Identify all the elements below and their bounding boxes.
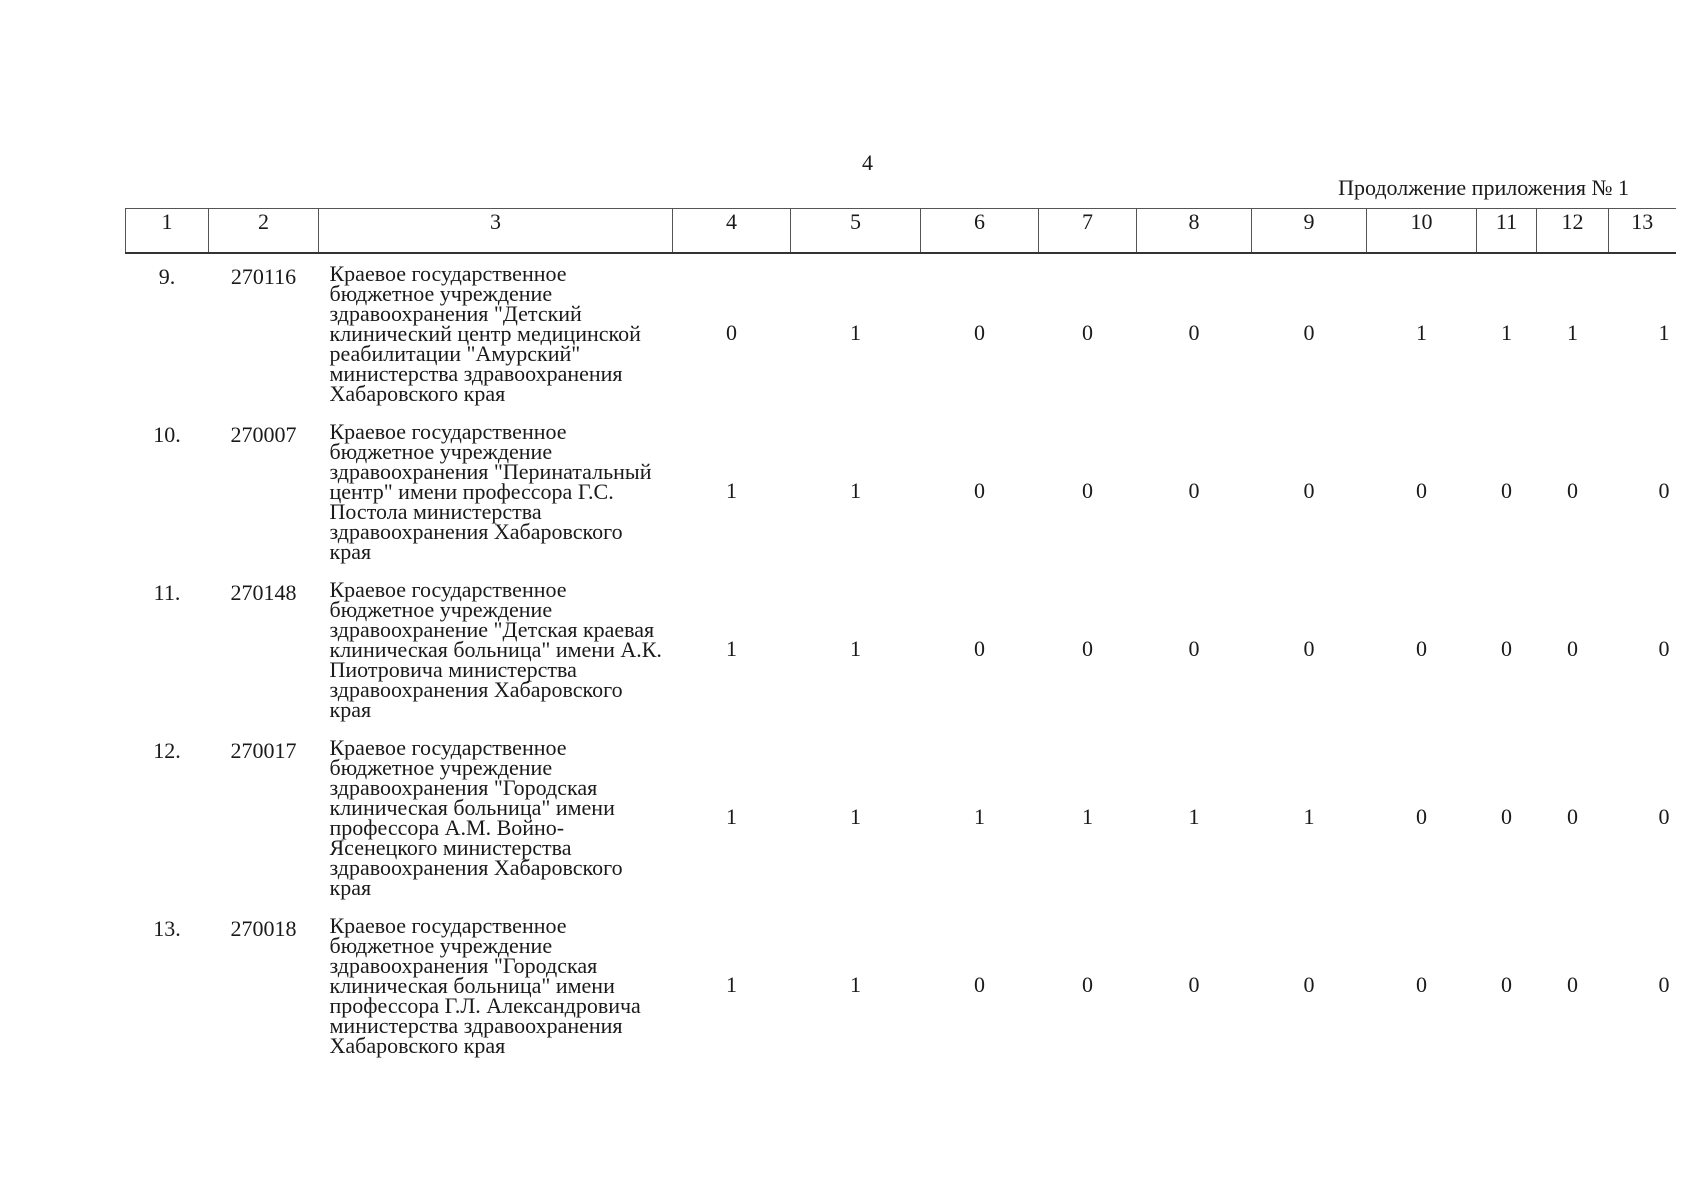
table-row	[126, 906, 1676, 1064]
row-number: 13.	[153, 916, 181, 941]
row-value: 0	[974, 478, 985, 503]
column-header: 7	[1039, 209, 1137, 254]
column-header: 3	[319, 209, 673, 254]
row-code: 270007	[230, 422, 297, 447]
row-value: 0	[1082, 636, 1093, 661]
column-header: 8	[1137, 209, 1252, 254]
column-header: 4	[673, 209, 791, 254]
row-value: 0	[1416, 478, 1427, 503]
row-value: 1	[1658, 320, 1670, 345]
header-row	[126, 209, 1676, 254]
row-name: Краевое государственное бюджетное учреждение здравоохранения "Перинатальный центр" имени профессора Г.С. Постола министерства здравоохранения Хабаровского края	[329, 419, 652, 564]
row-value: 1	[726, 804, 737, 829]
column-header: 2	[209, 209, 319, 254]
row-value: 0	[1416, 636, 1427, 661]
row-value: 0	[974, 972, 985, 997]
row-value: 0	[1416, 804, 1427, 829]
table-row	[126, 412, 1676, 570]
row-value: 0	[1188, 320, 1200, 345]
row-value: 0	[974, 636, 985, 661]
row-code: 270116	[230, 264, 297, 289]
row-value: 0	[1501, 804, 1512, 829]
column-header: 1	[126, 209, 209, 254]
row-number: 9.	[158, 264, 176, 289]
row-value: 0	[1567, 804, 1578, 829]
row-name: Краевое государственное бюджетное учреждение здравоохранения "Детский клинический центр медицинской реабилитации "Амурский" министерства здравоохранения Хабаровского края	[329, 261, 641, 406]
row-value: 1	[1501, 320, 1512, 345]
row-value: 0	[1188, 636, 1200, 661]
column-header: 10	[1367, 209, 1477, 254]
row-value: 1	[726, 636, 737, 661]
row-code: 270017	[230, 738, 297, 763]
row-value: 0	[1303, 478, 1315, 503]
row-code: 270148	[230, 580, 297, 605]
row-value: 0	[1567, 972, 1578, 997]
row-value: 1	[726, 972, 737, 997]
row-value: 0	[1501, 478, 1512, 503]
column-header: 5	[791, 209, 921, 254]
row-value: 0	[1082, 972, 1093, 997]
continuation-label: Продолжение приложения № 1	[1338, 175, 1629, 200]
row-value: 1	[1416, 320, 1427, 345]
row-value: 0	[1658, 636, 1670, 661]
row-number: 10.	[153, 422, 181, 447]
row-code: 270018	[230, 916, 297, 941]
row-value: 1	[1567, 320, 1578, 345]
row-value: 0	[1501, 972, 1512, 997]
row-value: 0	[1567, 636, 1578, 661]
row-name: Краевое государственное бюджетное учреждение здравоохранения "Городская клиническая больница" имени профессора Г.Л. Александровича министерства здравоохранения Хабаровского края	[329, 913, 641, 1058]
row-value: 0	[726, 320, 737, 345]
row-value: 0	[1658, 478, 1670, 503]
data-table	[125, 208, 1676, 1064]
column-header: 9	[1252, 209, 1367, 254]
column-header: 13	[1609, 209, 1676, 254]
column-header: 11	[1477, 209, 1537, 254]
row-name: Краевое государственное бюджетное учреждение здравоохранение "Детская краевая клиническая больница" имени А.К. Пиотровича министерства здравоохранения Хабаровского края	[329, 577, 662, 722]
row-name: Краевое государственное бюджетное учреждение здравоохранения "Городская клиническая больница" имени профессора А.М. Войно-Ясенецкого министерства здравоохранения Хабаровского края	[329, 735, 623, 900]
row-value: 0	[1658, 804, 1670, 829]
row-value: 0	[1303, 320, 1315, 345]
table-row	[126, 728, 1676, 906]
row-value: 0	[1082, 320, 1093, 345]
row-value: 1	[726, 478, 737, 503]
row-value: 0	[974, 320, 985, 345]
row-value: 0	[1188, 478, 1200, 503]
row-value: 0	[1082, 478, 1093, 503]
table-row	[126, 570, 1676, 728]
row-value: 1	[850, 478, 861, 503]
row-value: 1	[850, 804, 861, 829]
column-header: 12	[1537, 209, 1609, 254]
row-value: 0	[1416, 972, 1427, 997]
row-value: 0	[1501, 636, 1512, 661]
row-value: 1	[850, 320, 861, 345]
row-value: 1	[1303, 804, 1315, 829]
row-value: 1	[1188, 804, 1200, 829]
column-header: 6	[921, 209, 1039, 254]
row-value: 0	[1567, 478, 1578, 503]
row-value: 0	[1658, 972, 1670, 997]
row-value: 1	[1082, 804, 1093, 829]
row-value: 1	[850, 972, 861, 997]
row-value: 1	[850, 636, 861, 661]
row-number: 12.	[153, 738, 181, 763]
table-row	[126, 253, 1676, 412]
row-value: 0	[1303, 636, 1315, 661]
page-number: 4	[862, 150, 873, 175]
row-number: 11.	[153, 580, 181, 605]
row-value: 0	[1303, 972, 1315, 997]
row-value: 1	[974, 804, 985, 829]
row-value: 0	[1188, 972, 1200, 997]
